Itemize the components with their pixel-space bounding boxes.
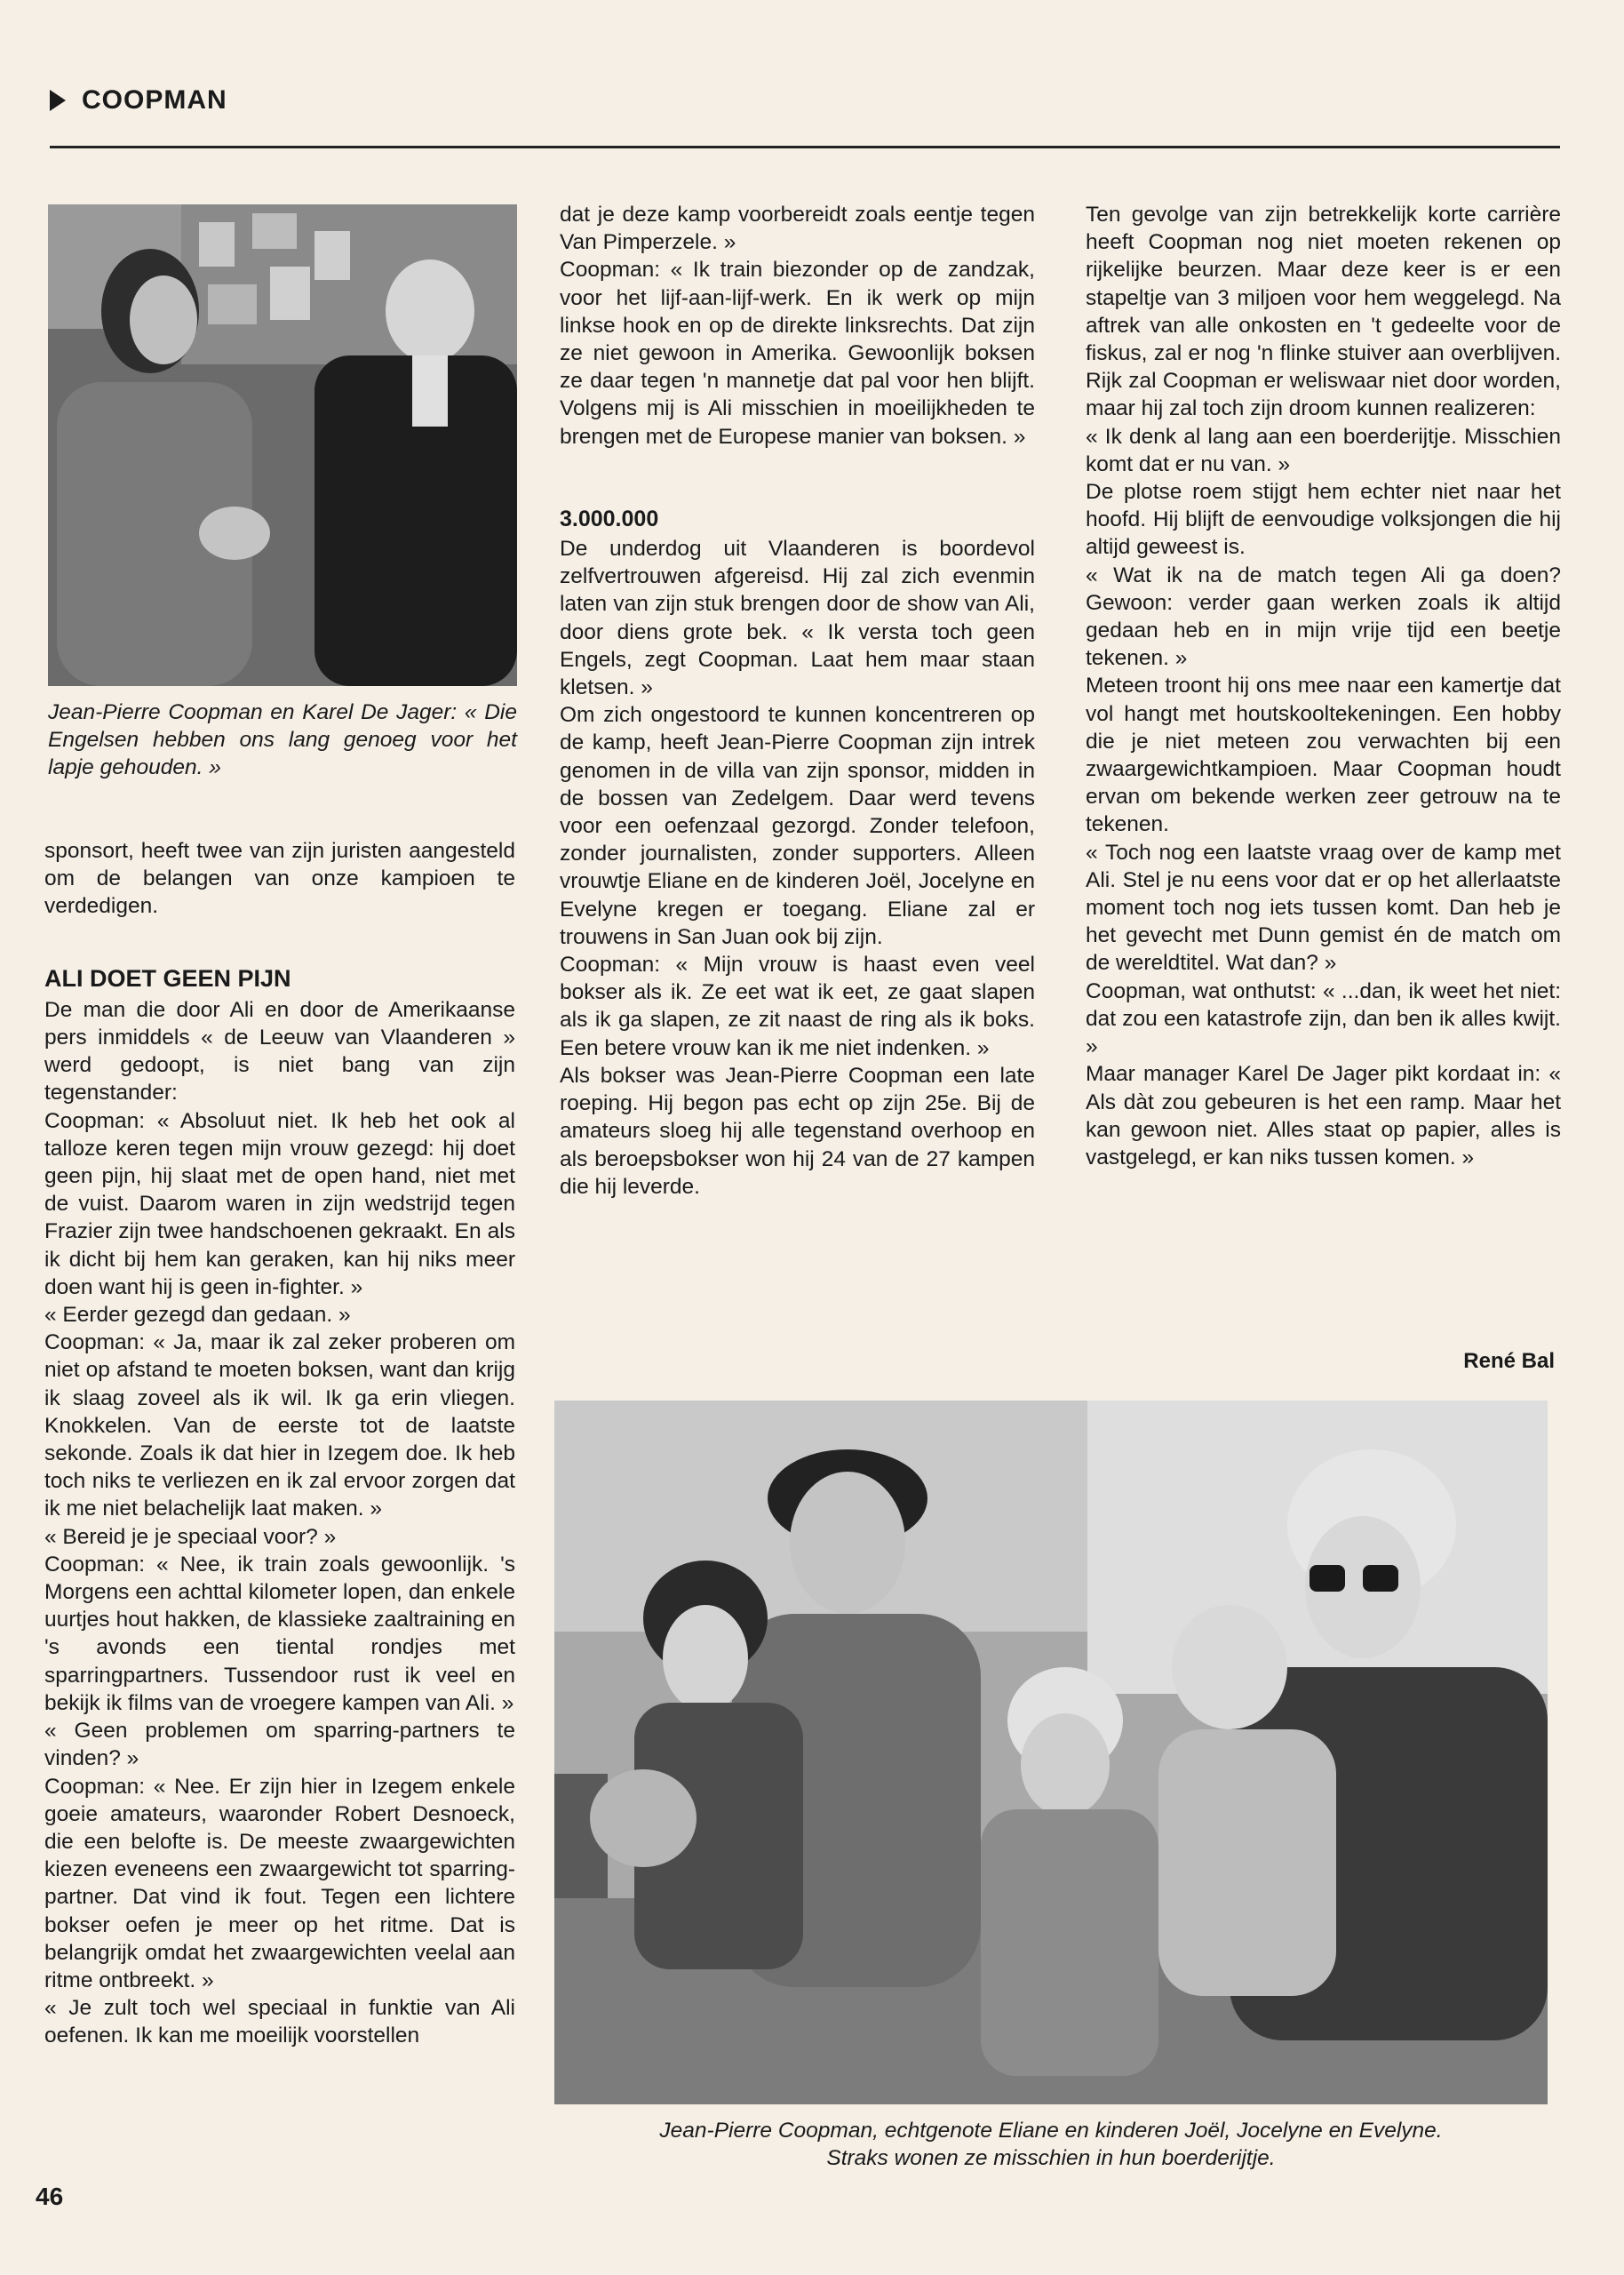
triangle-bullet-icon [50, 90, 66, 111]
photo2-caption [554, 2117, 1548, 2172]
col3-paragraph: Coopman, wat onthutst: « ...dan, ik weet het niet: dat zou een katastrofe zijn, dan ben ik alles kwijt. » [1086, 978, 1561, 1059]
photo1-caption: Jean-Pierre Coopman en Karel De Jager: « Die Engelsen hebben ons lang genoeg voor het lapje gehouden. » [48, 700, 517, 779]
col1-paragraph: Coopman: « Ja, maar ik zal zeker proberen om niet op afstand te moeten boksen, want dan krijg ik slaag zoveel als ik wil. Ik ga erin vliegen. Knokkelen. Van de eerste tot de laatste sekonde. Zoals ik dat hier in Izegem doe. Ik heb toch niks te verliezen en ik zal ervoor zorgen dat ik me niet belachelijk laat maken. » [44, 1330, 515, 1521]
column-3 [1086, 201, 1561, 1171]
col2-paragraph: De underdog uit Vlaanderen is boordevol zelfvertrouwen afgereisd. Hij zal zich evenmin laten van zijn stuk brengen door de show van Ali, door diens grote bek. « Ik versta toch geen Engels, zegt Coopman. Laat hem maar staan kletsen. » [560, 537, 1035, 700]
page-number: 46 [36, 2183, 64, 2210]
col3-paragraph: De plotse roem stijgt hem echter niet naar het hoofd. Hij blijft de eenvoudige volksjongen die hij altijd geweest is. [1086, 480, 1561, 560]
col1-paragraph: Coopman: « Nee. Er zijn hier in Izegem enkele goeie amateurs, waaronder Robert Desnoeck, die een belofte is. De meeste zwaargewichten kiezen eveneens een zwaargewicht tot sparring-partner. Dat vind ik fout. Tegen een lichtere bokser oefen je meer op het ritme. Dat is belangrijk omdat het zwaargewichten veelal aan ritme ontbreekt. » [44, 1774, 515, 1992]
photo2-caption-line2: Straks wonen ze misschien in hun boerderijtje. [826, 2146, 1276, 2170]
header-rule [50, 146, 1560, 148]
photo-coopman-family [554, 1401, 1548, 2104]
col3-paragraph: « Wat ik na de match tegen Ali ga doen? Gewoon: verder gaan werken zoals ik altijd gedaan heb en in mijn vrije tijd een beetje tekenen. » [1086, 563, 1561, 671]
col1-paragraph: Coopman: « Absoluut niet. Ik heb het ook al talloze keren tegen mijn vrouw gezegd: hij doet geen pijn, hij slaat met de open hand, niet met de vuist. Daarom waren in zijn wedstrijd tegen Frazier zijn twee handschoenen gekraakt. En als ik dicht bij hem kan geraken, kan hij niks meer doen want hij is geen in-fighter. » [44, 1108, 515, 1299]
column-1 [44, 837, 515, 2050]
author-signature: René Bal [1463, 1349, 1555, 1373]
subheading-ali-doet-geen-pijn: ALI DOET GEEN PIJN [44, 964, 291, 992]
col1-paragraph: De man die door Ali en door de Amerikaanse pers inmiddels « de Leeuw van Vlaanderen » werd gedoopt, is niet bang van zijn tegenstander: [44, 997, 515, 1106]
col2-paragraph: Als bokser was Jean-Pierre Coopman een late roeping. Hij begon pas echt op zijn 25e. Bij de amateurs sloeg hij alle tegenstand overhoop en als beroepsbokser won hij 24 van de 27 kampen die hij leverde. [560, 1063, 1035, 1199]
col2-paragraph: Coopman: « Ik train biezonder op de zandzak, voor het lijf-aan-lijf-werk. En ik werk op mijn linkse hook en op de direkte linksrechts. Dat zijn ze niet gewoon in Amerika. Gewoonlijk boksen ze daar tegen 'n mannetje dat pal voor hen blijft. Volgens mij is Ali misschien in moeilijkheden te brengen met de Europese manier van boksen. » [560, 258, 1035, 449]
photo2-caption-line1: Jean-Pierre Coopman, echtgenote Eliane en kinderen Joël, Jocelyne en Evelyne. [659, 2119, 1443, 2143]
section-title: COOPMAN [82, 85, 227, 115]
col1-paragraph: sponsort, heeft twee van zijn juristen aangesteld om de belangen van onze kampioen te verdedigen. [44, 839, 515, 919]
col3-paragraph: « Toch nog een laatste vraag over de kamp met Ali. Stel je nu eens voor dat er op het allerlaatste moment toch nog iets tussen komt. Dan heb je het gevecht met Dunn gemist én de match om de wereldtitel. Wat dan? » [1086, 840, 1561, 976]
col1-paragraph: Coopman: « Nee, ik train zoals gewoonlijk. 's Morgens een achttal kilometer lopen, dan enkele uurtjes hout hakken, de klassieke zaaltraining en 's avonds een tiental rondjes met sparringpartners. Tussendoor rust ik veel en bekijk ik films van de vroegere kampen van Ali. » [44, 1552, 515, 1715]
col3-paragraph: Ten gevolge van zijn betrekkelijk korte carrière heeft Coopman nog niet moeten rekenen op rijkelijke beurzen. Maar deze keer is er een stapeltje van 3 miljoen voor hem weggelegd. Na aftrek van alle onkosten en 't gedeelte voor de fiskus, zal er nog 'n flinke stuiver aan overblijven. Rijk zal Coopman er weliswaar niet door worden, maar hij zal toch zijn droom kunnen realizeren: [1086, 203, 1561, 421]
col3-paragraph: Meteen troont hij ons mee naar een kamertje dat vol hangt met houtskooltekeningen. Een hobby die je niet meteen zou verwachten bij een zwaargewichtkampioen. Maar Coopman houdt ervan om bekende werken zeer getrouw na te tekenen. [1086, 674, 1561, 837]
col2-paragraph: dat je deze kamp voorbereidt zoals eentje tegen Van Pimperzele. » [560, 203, 1035, 255]
col3-paragraph: Maar manager Karel De Jager pikt kordaat in: « Als dàt zou gebeuren is het een ramp. Maar het kan gewoon niet. Alles staat op papier, alles is vastgelegd, er kan niks tussen komen. » [1086, 1062, 1561, 1169]
photo-coopman-de-jager [48, 204, 517, 686]
col1-paragraph: « Je zult toch wel speciaal in funktie van Ali oefenen. Ik kan me moeilijk voorstellen [44, 1996, 515, 2048]
column-2 [560, 201, 1035, 1201]
col1-paragraph: « Eerder gezegd dan gedaan. » [44, 1303, 351, 1328]
subheading-3000000: 3.000.000 [560, 506, 659, 531]
col2-paragraph: Coopman: « Mijn vrouw is haast even veel bokser als ik. Ze eet wat ik eet, ze gaat slapen als ik ga slapen, ze zit naast de ring als ik boks. Een betere vrouw kan ik me niet indenken. » [560, 953, 1035, 1060]
col1-paragraph: « Geen problemen om sparring-partners te vinden? » [44, 1719, 515, 1771]
col2-paragraph: Om zich ongestoord te kunnen koncentreren op de kamp, heeft Jean-Pierre Coopman zijn intrek genomen in de villa van zijn sponsor, midden in de bossen van Zedelgem. Daar werd tevens voor een oefenzaal gezorgd. Zonder telefoon, zonder journalisten, zonder supporters. Alleen vrouwtje Eliane en de kinderen Joël, Jocelyne en Evelyne kregen er toegang. Eliane zal er trouwens in San Juan ook bij zijn. [560, 703, 1035, 949]
col1-paragraph: « Bereid je je speciaal voor? » [44, 1524, 337, 1549]
section-header [50, 85, 227, 116]
col3-paragraph: « Ik denk al lang aan een boerderijtje. Misschien komt dat er nu van. » [1086, 424, 1561, 476]
